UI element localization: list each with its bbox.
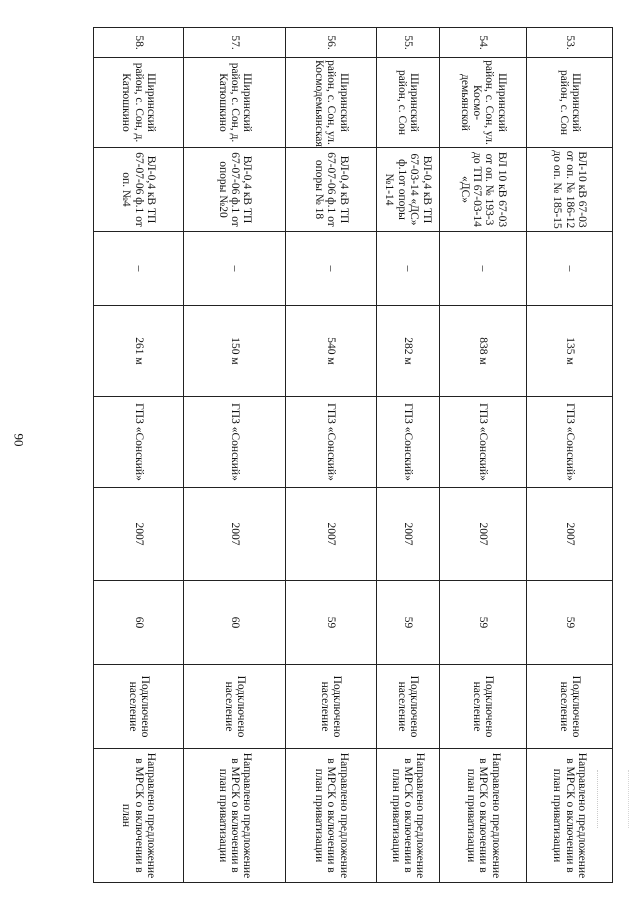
table-row bbox=[440, 28, 527, 883]
row-number: 58. bbox=[94, 28, 184, 58]
row-object: ВЛ-10 кВ 67-03 от оп. № 186-12 до оп. № 185-15 bbox=[527, 148, 613, 232]
row-source: ГПЗ «Сонский» bbox=[184, 397, 286, 488]
row-source: ГПЗ «Сонский» bbox=[527, 397, 613, 488]
row-value: 60 bbox=[184, 581, 286, 665]
row-consumers: Подключено население bbox=[94, 665, 184, 749]
row-object: ВЛ-0,4 кВ ТП 67-03-14 «ДС» ф.1от опоры №1-14 bbox=[376, 148, 439, 232]
row-source: ГПЗ «Сонский» bbox=[286, 397, 376, 488]
row-length: 261 м bbox=[94, 306, 184, 397]
registry-table-rotated bbox=[93, 27, 613, 882]
row-address: Ширинский район, с. Сон bbox=[527, 58, 613, 148]
row-address: Ширинский район, с. Сон, д. Катюшкино bbox=[94, 58, 184, 148]
row-object: ВЛ-0,4 кВ ТП 67-07-06 ф.1 от опоры № 18 bbox=[286, 148, 376, 232]
row-address: Ширинский район, с. Сон, д. Катюшкино bbox=[184, 58, 286, 148]
row-value: 59 bbox=[286, 581, 376, 665]
table-row bbox=[376, 28, 439, 883]
table-row bbox=[184, 28, 286, 883]
row-extra: – bbox=[184, 232, 286, 306]
row-year: 2007 bbox=[376, 488, 439, 581]
row-source: ГПЗ «Сонский» bbox=[376, 397, 439, 488]
row-source: ГПЗ «Сонский» bbox=[440, 397, 527, 488]
row-extra: – bbox=[94, 232, 184, 306]
row-extra: – bbox=[440, 232, 527, 306]
row-status: Направлено предложение в МРСК о включении в план приватизации bbox=[376, 749, 439, 883]
row-status: Направлено предложение в МРСК о включении в план приватизации bbox=[440, 749, 527, 883]
row-length: 135 м bbox=[527, 306, 613, 397]
row-length: 150 м bbox=[184, 306, 286, 397]
table-row bbox=[527, 28, 613, 883]
row-value: 59 bbox=[527, 581, 613, 665]
row-value: 59 bbox=[440, 581, 527, 665]
row-extra: – bbox=[527, 232, 613, 306]
row-status: Направлено предложение в МРСК о включении в план приватизации bbox=[527, 749, 613, 883]
row-object: ВЛ-0,4 кВ ТП 67-07-06 ф.1 от опоры №20 bbox=[184, 148, 286, 232]
row-address: Ширинский район, с. Сон bbox=[376, 58, 439, 148]
row-number: 54. bbox=[440, 28, 527, 58]
table-row bbox=[286, 28, 376, 883]
row-year: 2007 bbox=[440, 488, 527, 581]
row-status: Направлено предложение в МРСК о включении в план приватизации bbox=[184, 749, 286, 883]
row-number: 57. bbox=[184, 28, 286, 58]
row-year: 2007 bbox=[184, 488, 286, 581]
page-number: 90 bbox=[11, 433, 27, 447]
row-year: 2007 bbox=[527, 488, 613, 581]
row-number: 56. bbox=[286, 28, 376, 58]
registry-table bbox=[93, 27, 613, 883]
row-length: 838 м bbox=[440, 306, 527, 397]
row-source: ГПЗ «Сонский» bbox=[94, 397, 184, 488]
row-object: ВЛ 10 кВ 67-03 от оп. № 193-3 до ТП 67-03-14 «ДС» bbox=[440, 148, 527, 232]
row-value: 59 bbox=[376, 581, 439, 665]
row-value: 60 bbox=[94, 581, 184, 665]
row-status: Направлено предложение в МРСК о включении в план bbox=[94, 749, 184, 883]
row-number: 53. bbox=[527, 28, 613, 58]
row-address: Ширинский район, с. Сон, ул. Космодемьянская bbox=[286, 58, 376, 148]
row-length: 282 м bbox=[376, 306, 439, 397]
row-extra: – bbox=[286, 232, 376, 306]
row-length: 540 м bbox=[286, 306, 376, 397]
row-extra: – bbox=[376, 232, 439, 306]
row-number: 55. bbox=[376, 28, 439, 58]
row-consumers: Подключено население bbox=[184, 665, 286, 749]
row-year: 2007 bbox=[94, 488, 184, 581]
row-status: Направлено предложение в МРСК о включении в план приватизации bbox=[286, 749, 376, 883]
row-consumers: Подключено население bbox=[527, 665, 613, 749]
row-object: ВЛ-0,4 кВ ТП 67-07-06 ф.1 от оп. №4 bbox=[94, 148, 184, 232]
row-year: 2007 bbox=[286, 488, 376, 581]
row-consumers: Подключено население bbox=[286, 665, 376, 749]
scan-artifact bbox=[597, 770, 629, 828]
table-row bbox=[94, 28, 184, 883]
row-address: Ширинский район, с. Сон, ул. Космо-демьянской bbox=[440, 58, 527, 148]
row-consumers: Подключено население bbox=[440, 665, 527, 749]
row-consumers: Подключено население bbox=[376, 665, 439, 749]
